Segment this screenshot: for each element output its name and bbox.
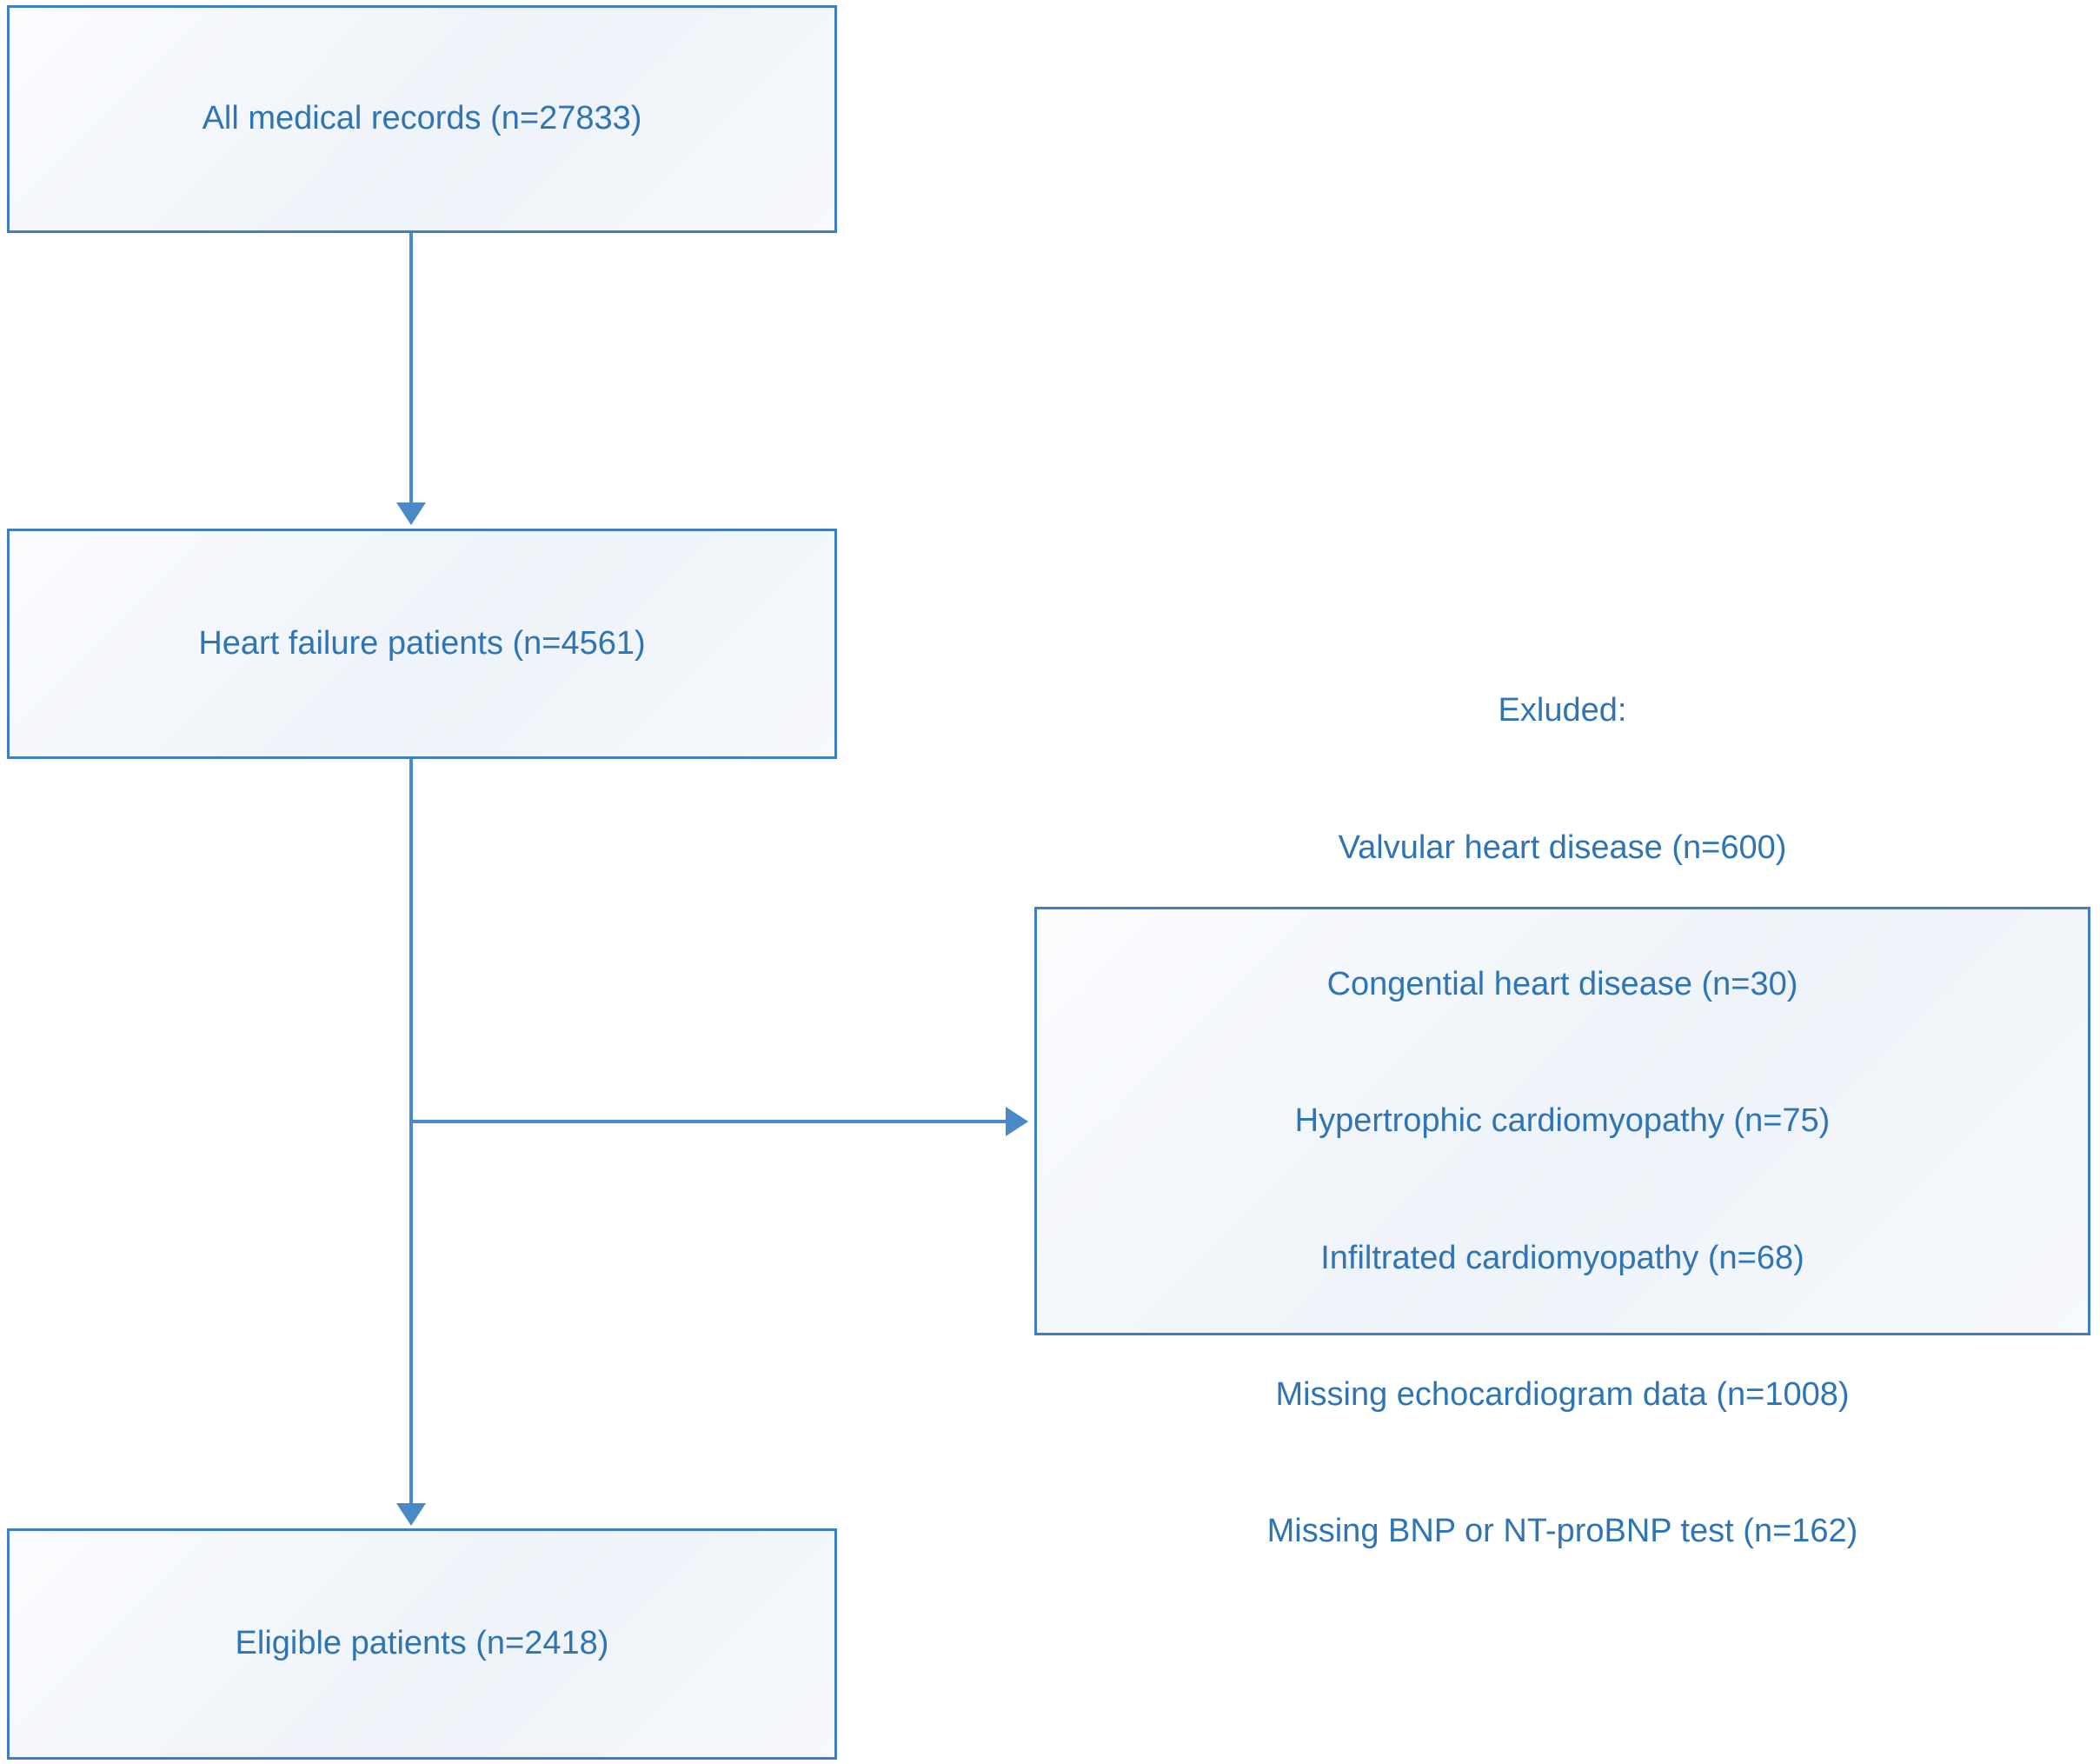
excluded-item-missing-echo: Missing echocardiogram data (n=1008) xyxy=(1275,1375,1850,1413)
node-heart-failure-patients[interactable] xyxy=(7,529,837,759)
node-eligible-patients-label: Eligible patients (n=2418) xyxy=(235,1625,609,1662)
connector-all-to-hf-arrow xyxy=(396,503,426,525)
excluded-item-congenital: Congential heart disease (n=30) xyxy=(1326,965,1798,1002)
node-all-medical-records-label: All medical records (n=27833) xyxy=(202,100,642,137)
node-all-medical-records[interactable] xyxy=(7,5,837,233)
connector-hf-to-eligible-line xyxy=(409,759,413,1503)
excluded-heading: Exluded: xyxy=(1498,692,1627,729)
connector-excluded-arrow xyxy=(1006,1107,1028,1136)
node-excluded-criteria[interactable] xyxy=(1034,692,2090,1550)
node-excluded-criteria-label xyxy=(1267,596,1858,1645)
connector-excluded-line xyxy=(409,1120,1006,1123)
excluded-item-hypertrophic: Hypertrophic cardiomyopathy (n=75) xyxy=(1294,1102,1831,1140)
excluded-item-infiltrated: Infiltrated cardiomyopathy (n=68) xyxy=(1320,1239,1804,1276)
excluded-item-missing-bnp: Missing BNP or NT-proBNP test (n=162) xyxy=(1266,1513,1858,1550)
connector-all-to-hf-line xyxy=(409,233,413,503)
node-heart-failure-patients-label: Heart failure patients (n=4561) xyxy=(198,624,646,662)
excluded-item-valvular: Valvular heart disease (n=600) xyxy=(1338,829,1787,866)
connector-hf-to-eligible-arrow xyxy=(396,1503,426,1526)
node-eligible-patients[interactable] xyxy=(7,1528,837,1760)
